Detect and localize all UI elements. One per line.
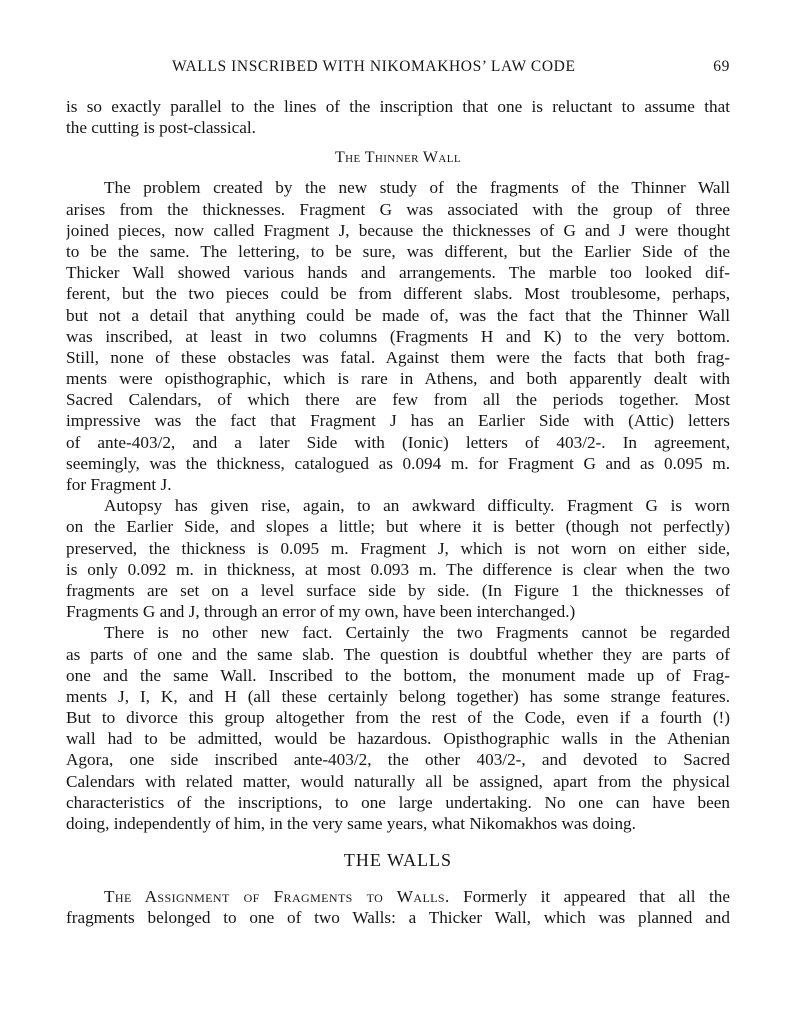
text-line: on the Earlier Side, and slopes a little; but where it is better (though not perfectly) [66,517,730,537]
text-line: but not a detail that anything could be made of, was the fact that the Thinner Wall [66,305,730,325]
text-line: There is no other new fact. Certainly the two Fragments cannot be regarded [104,623,730,643]
running-head: WALLS INSCRIBED WITH NIKOMAKHOS’ LAW CODE [172,58,576,75]
run-in-subheading: The Assignment of Fragments to Walls. [104,887,450,907]
text-line: wall had to be admitted, would be hazardous. Opisthographic walls in the Athenian [66,729,730,749]
text-line: Autopsy has given rise, again, to an awkward difficulty. Fragment G is worn [104,496,730,516]
text-line: was inscribed, at least in two columns (Fragments H and K) to the very bottom. [66,326,730,346]
text-line: characteristics of the inscriptions, to one large undertaking. No one can have been [66,792,730,812]
text-line: joined pieces, now called Fragment J, because the thicknesses of G and J were thought [66,220,730,240]
intro-paragraph [66,96,730,138]
text-line: arises from the thicknesses. Fragment G was associated with the group of three [66,199,730,219]
paragraph [66,886,730,928]
text-line: The problem created by the new study of the fragments of the Thinner Wall [104,178,730,198]
paragraph [66,495,730,622]
page-header [66,58,730,80]
text-line: fragments are set on a level surface side by side. (In Figure 1 the thicknesses of [66,580,730,600]
text-line: Still, none of these obstacles was fatal. Against them were the facts that both frag- [66,347,730,367]
text-line: impressive was the fact that Fragment J has an Earlier Side with (Attic) letters [66,411,730,431]
text-line: ferent, but the two pieces could be from different slabs. Most troublesome, perhaps, [66,284,730,304]
text-line: But to divorce this group altogether from the rest of the Code, even if a fourth (!) [66,708,730,728]
text-line: Calendars with related matter, would naturally all be assigned, apart from the physical [66,771,730,791]
text-line: preserved, the thickness is 0.095 m. Fragment J, which is not worn on either side, [66,538,730,558]
text-line: to be the same. The lettering, to be sure, was different, but the Earlier Side of the [66,241,730,261]
text-line: fragments belonged to one of two Walls: a Thicker Wall, which was planned and [66,908,730,928]
text-line: as parts of one and the same slab. The question is doubtful whether they are parts of [66,644,730,664]
text-line: Fragments G and J, through an error of my own, have been interchanged.) [66,602,576,622]
text-line: ments were opisthographic, which is rare in Athens, and both apparently dealt with [66,369,730,389]
paragraph [66,622,730,834]
body-text [66,96,730,929]
page-number: 69 [713,58,730,75]
text-line: the cutting is post-classical. [66,118,256,138]
text-line: seemingly, was the thickness, catalogued as 0.094 m. for Fragment G and as 0.095 m. [66,453,730,473]
text-line: Thicker Wall showed various hands and arrangements. The marble too looked dif- [66,263,730,283]
paragraph [66,177,730,495]
text-line: Sacred Calendars, of which there are few from all the periods together. Most [66,390,730,410]
text-line: is only 0.092 m. in thickness, at most 0.093 m. The difference is clear when the two [66,559,730,579]
text-line: doing, independently of him, in the very same years, what Nikomakhos was doing. [66,814,636,833]
text-line: is so exactly parallel to the lines of the inscription that one is reluctant to assume that [66,97,730,116]
text-line [66,886,730,907]
text-run: Formerly it appeared that all the [449,887,730,907]
section-heading-thinner-wall: The Thinner Wall [334,149,462,167]
text-line: one and the same Wall. Inscribed to the bottom, the monument made up of Frag- [66,665,730,685]
text-line: of ante-403/2, and a later Side with (Ionic) letters of 403/2-. In agreement, [66,432,730,452]
text-line: Agora, one side inscribed ante-403/2, the other 403/2-, and devoted to Sacred [66,750,730,770]
section-heading-the-walls: THE WALLS [343,850,453,871]
text-line: ments J, I, K, and H (all these certainly belong together) has some strange features. [66,686,730,706]
text-line: for Fragment J. [66,475,172,494]
